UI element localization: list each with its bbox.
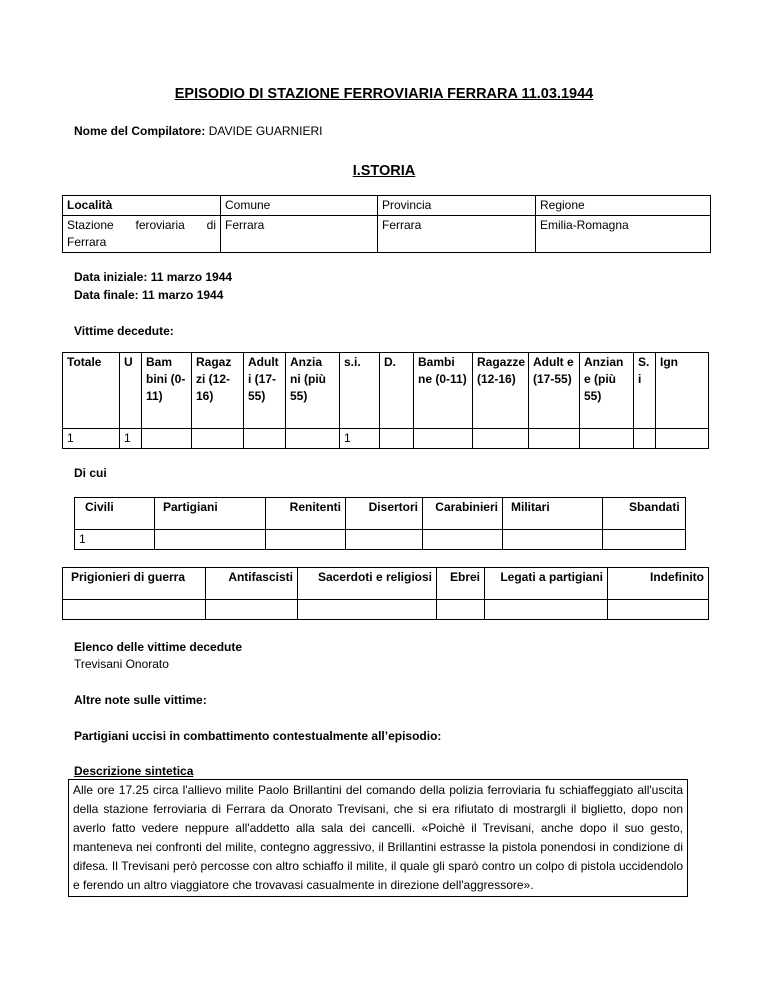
victims-header-totale: Totale — [63, 353, 120, 429]
compiler-label: Nome del Compilatore: — [74, 124, 206, 138]
victims-header-s-i: S. i — [634, 353, 656, 429]
victims-header-ragazzi: Ragaz zi (12-16) — [192, 353, 244, 429]
description-label: Descrizione sintetica — [74, 764, 194, 778]
victims-value-adulti — [244, 429, 286, 449]
value-provincia: Ferrara — [378, 216, 536, 253]
categories2-value-row — [63, 600, 709, 620]
victims-header-ign: Ign — [656, 353, 709, 429]
cat-value-renitenti — [266, 530, 346, 550]
cat-value-disertori — [346, 530, 423, 550]
victims-header-bambine: Bambi ne (0-11) — [414, 353, 473, 429]
cat-value-carabinieri — [423, 530, 503, 550]
cat-value-indefinito — [608, 600, 709, 620]
cat-header-partigiani: Partigiani — [155, 498, 266, 530]
document-title: EPISODIO DI STAZIONE FERROVIARIA FERRARA 11.03.1944 — [174, 86, 594, 102]
categories1-header-row — [75, 498, 686, 530]
start-date: Data iniziale: 11 marzo 1944 — [74, 270, 233, 284]
other-notes-label: Altre note sulle vittime: — [74, 693, 207, 707]
victims-value-ragazze — [473, 429, 529, 449]
victims-header-adulti: Adult i (17-55) — [244, 353, 286, 429]
victims-value-anziane — [580, 429, 634, 449]
victims-value-s-i — [634, 429, 656, 449]
cat-header-ebrei: Ebrei — [437, 568, 485, 600]
victims-value-ign — [656, 429, 709, 449]
header-comune: Comune — [221, 196, 378, 216]
cat-header-antifascisti: Antifascisti — [206, 568, 298, 600]
partisans-label: Partigiani uccisi in combattimento contestualmente all’episodio: — [74, 729, 442, 743]
victims-value-adulte — [529, 429, 580, 449]
cat-value-legati — [485, 600, 608, 620]
header-localita: Località — [63, 196, 221, 216]
victims-header-anziane: Anzian e (più 55) — [580, 353, 634, 429]
categories2-header-row — [63, 568, 709, 600]
victims-value-bambine — [414, 429, 473, 449]
cat-header-sbandati: Sbandati — [603, 498, 686, 530]
cat-value-sacerdoti — [298, 600, 437, 620]
victims-value-u: 1 — [120, 429, 142, 449]
victims-header-u: U — [120, 353, 142, 429]
victims-header-d: D. — [380, 353, 414, 429]
cat-header-indefinito: Indefinito — [608, 568, 709, 600]
cat-header-prigionieri: Prigionieri di guerra — [63, 568, 206, 600]
value-comune: Ferrara — [221, 216, 378, 253]
cat-value-prigionieri — [63, 600, 206, 620]
cat-value-militari — [503, 530, 603, 550]
end-date: Data finale: 11 marzo 1944 — [74, 288, 224, 302]
header-provincia: Provincia — [378, 196, 536, 216]
cat-header-disertori: Disertori — [346, 498, 423, 530]
compiler-name: DAVIDE GUARNIERI — [208, 124, 323, 138]
victims-value-si: 1 — [340, 429, 380, 449]
location-table-value-row — [63, 216, 711, 253]
victims-value-anziani — [286, 429, 340, 449]
location-table — [62, 195, 711, 253]
cat-value-partigiani — [155, 530, 266, 550]
victims-value-ragazzi — [192, 429, 244, 449]
victims-value-row — [63, 429, 709, 449]
victims-header-si: s.i. — [340, 353, 380, 429]
compiler-line — [74, 124, 323, 138]
victims-header-bambini: Bam bini (0-11) — [142, 353, 192, 429]
cat-value-ebrei — [437, 600, 485, 620]
victims-table — [62, 352, 709, 449]
victims-value-totale: 1 — [63, 429, 120, 449]
victims-value-bambini — [142, 429, 192, 449]
victims-header-adulte: Adult e (17-55) — [529, 353, 580, 429]
cat-value-antifascisti — [206, 600, 298, 620]
victims-header-ragazze: Ragazze (12-16) — [473, 353, 529, 429]
victims-header-anziani: Anzia ni (più 55) — [286, 353, 340, 429]
victims-label: Vittime decedute: — [74, 324, 174, 338]
cat-value-sbandati — [603, 530, 686, 550]
value-localita: Stazione feroviaria di Ferrara — [63, 216, 221, 253]
value-regione: Emilia-Romagna — [536, 216, 711, 253]
section-title: I.STORIA — [352, 163, 416, 179]
categories-table-2 — [62, 567, 709, 620]
description-box: Alle ore 17.25 circa l'allievo milite Paolo Brillantini del comando della polizia ferroviaria fu schiaffeggiato all'uscita della stazione ferroviaria di Ferrara da Onorato Trevisani, che si era rifiutato di mostrargli il biglietto, dopo non averlo fatto vedere neppure all'addetto alla sala dei cancelli. «Poichè il Trevisani, anche dopo il suo gesto, manteneva nei confronti del milite, contegno aggressivo, il Brillantini estrasse la pistola ponendosi in condizione di difesa. Il Trevisani però percosse con altro schiaffo il milite, il quale gli sparò contro un colpo di pistola uccidendolo e ferendo un altro viaggiatore che trovavasi casualmente in direzione dell'aggressore». — [68, 779, 688, 897]
victims-list-label: Elenco delle vittime decedute — [74, 640, 243, 654]
dicui-label: Di cui — [74, 466, 107, 480]
cat-header-militari: Militari — [503, 498, 603, 530]
victims-list: Trevisani Onorato — [74, 657, 169, 671]
victims-value-d — [380, 429, 414, 449]
cat-header-renitenti: Renitenti — [266, 498, 346, 530]
cat-header-legati: Legati a partigiani — [485, 568, 608, 600]
cat-header-civili: Civili — [75, 498, 155, 530]
cat-value-civili: 1 — [75, 530, 155, 550]
header-regione: Regione — [536, 196, 711, 216]
victims-header-row — [63, 353, 709, 429]
categories-table-1 — [74, 497, 686, 550]
cat-header-sacerdoti: Sacerdoti e religiosi — [298, 568, 437, 600]
location-table-header-row — [63, 196, 711, 216]
categories1-value-row — [75, 530, 686, 550]
cat-header-carabinieri: Carabinieri — [423, 498, 503, 530]
